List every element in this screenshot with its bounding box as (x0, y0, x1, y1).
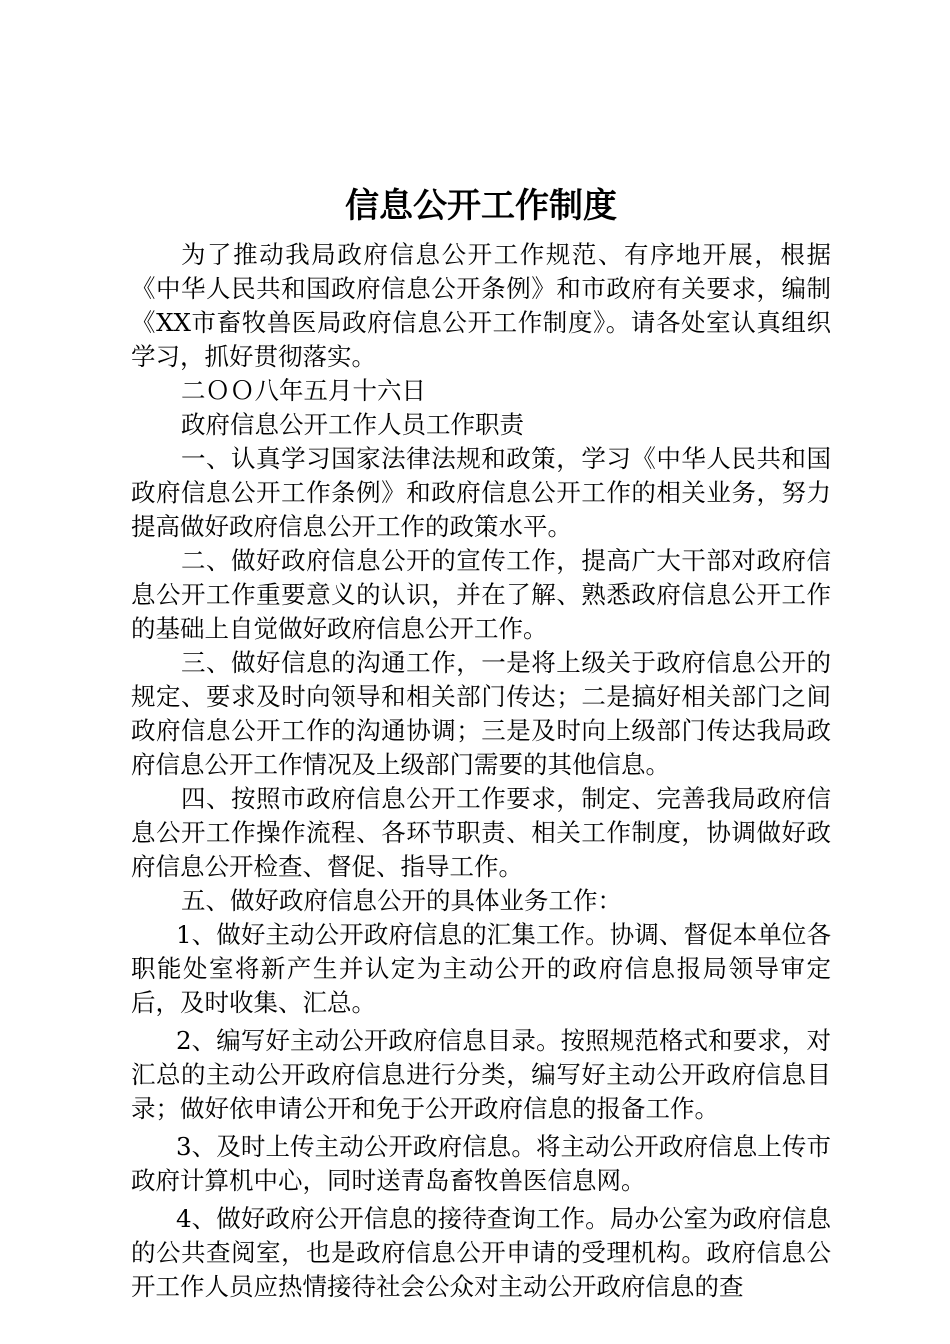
task-paragraph: 4、做好政府公开信息的接待查询工作。局办公室为政府信息的公共查阅室，也是政府信息公开申请的受理机构。政府信息公开工作人员应热情接待社会公众对主动公开政府信息的查 (131, 1204, 831, 1301)
date-line: 二ＯＯ八年五月十六日 (181, 376, 426, 405)
duty-paragraph: 一、认真学习国家法律法规和政策，学习《中华人民共和国政府信息公开工作条例》和政府信息公开工作的相关业务，努力提高做好政府信息公开工作的政策水平。 (131, 444, 831, 541)
intro-paragraph: 为了推动我局政府信息公开工作规范、有序地开展，根据《中华人民共和国政府信息公开条例》和市政府有关要求，编制《XX市畜牧兽医局政府信息公开工作制度》。请各处室认真组织学习，抓好贯彻落实。 (131, 240, 831, 371)
section-title: 政府信息公开工作人员工作职责 (181, 410, 524, 439)
task-paragraph: 2、编写好主动公开政府信息目录。按照规范格式和要求，对汇总的主动公开政府信息进行分类，编写好主动公开政府信息目录；做好依申请公开和免于公开政府信息的报备工作。 (131, 1026, 831, 1123)
duty-paragraph: 四、按照市政府信息公开工作要求，制定、完善我局政府信息公开工作操作流程、各环节职责、相关工作制度，协调做好政府信息公开检查、督促、指导工作。 (131, 784, 831, 881)
task-paragraph: 3、及时上传主动公开政府信息。将主动公开政府信息上传市政府计算机中心，同时送青岛畜牧兽医信息网。 (131, 1132, 831, 1195)
document-title: 信息公开工作制度 (345, 186, 617, 226)
task-paragraph: 1、做好主动公开政府信息的汇集工作。协调、督促本单位各职能处室将新产生并认定为主动公开的政府信息报局领导审定后，及时收集、汇总。 (131, 920, 831, 1017)
document-body (131, 238, 831, 1304)
duty-paragraph: 五、做好政府信息公开的具体业务工作： (181, 886, 622, 915)
duty-paragraph: 三、做好信息的沟通工作，一是将上级关于政府信息公开的规定、要求及时向领导和相关部门传达；二是搞好相关部门之间政府信息公开工作的沟通协调；三是及时向上级部门传达我局政府信息公开工作情况及上级部门需要的其他信息。 (131, 648, 831, 779)
duty-paragraph: 二、做好政府信息公开的宣传工作，提高广大干部对政府信息公开工作重要意义的认识，并在了解、熟悉政府信息公开工作的基础上自觉做好政府信息公开工作。 (131, 546, 831, 643)
